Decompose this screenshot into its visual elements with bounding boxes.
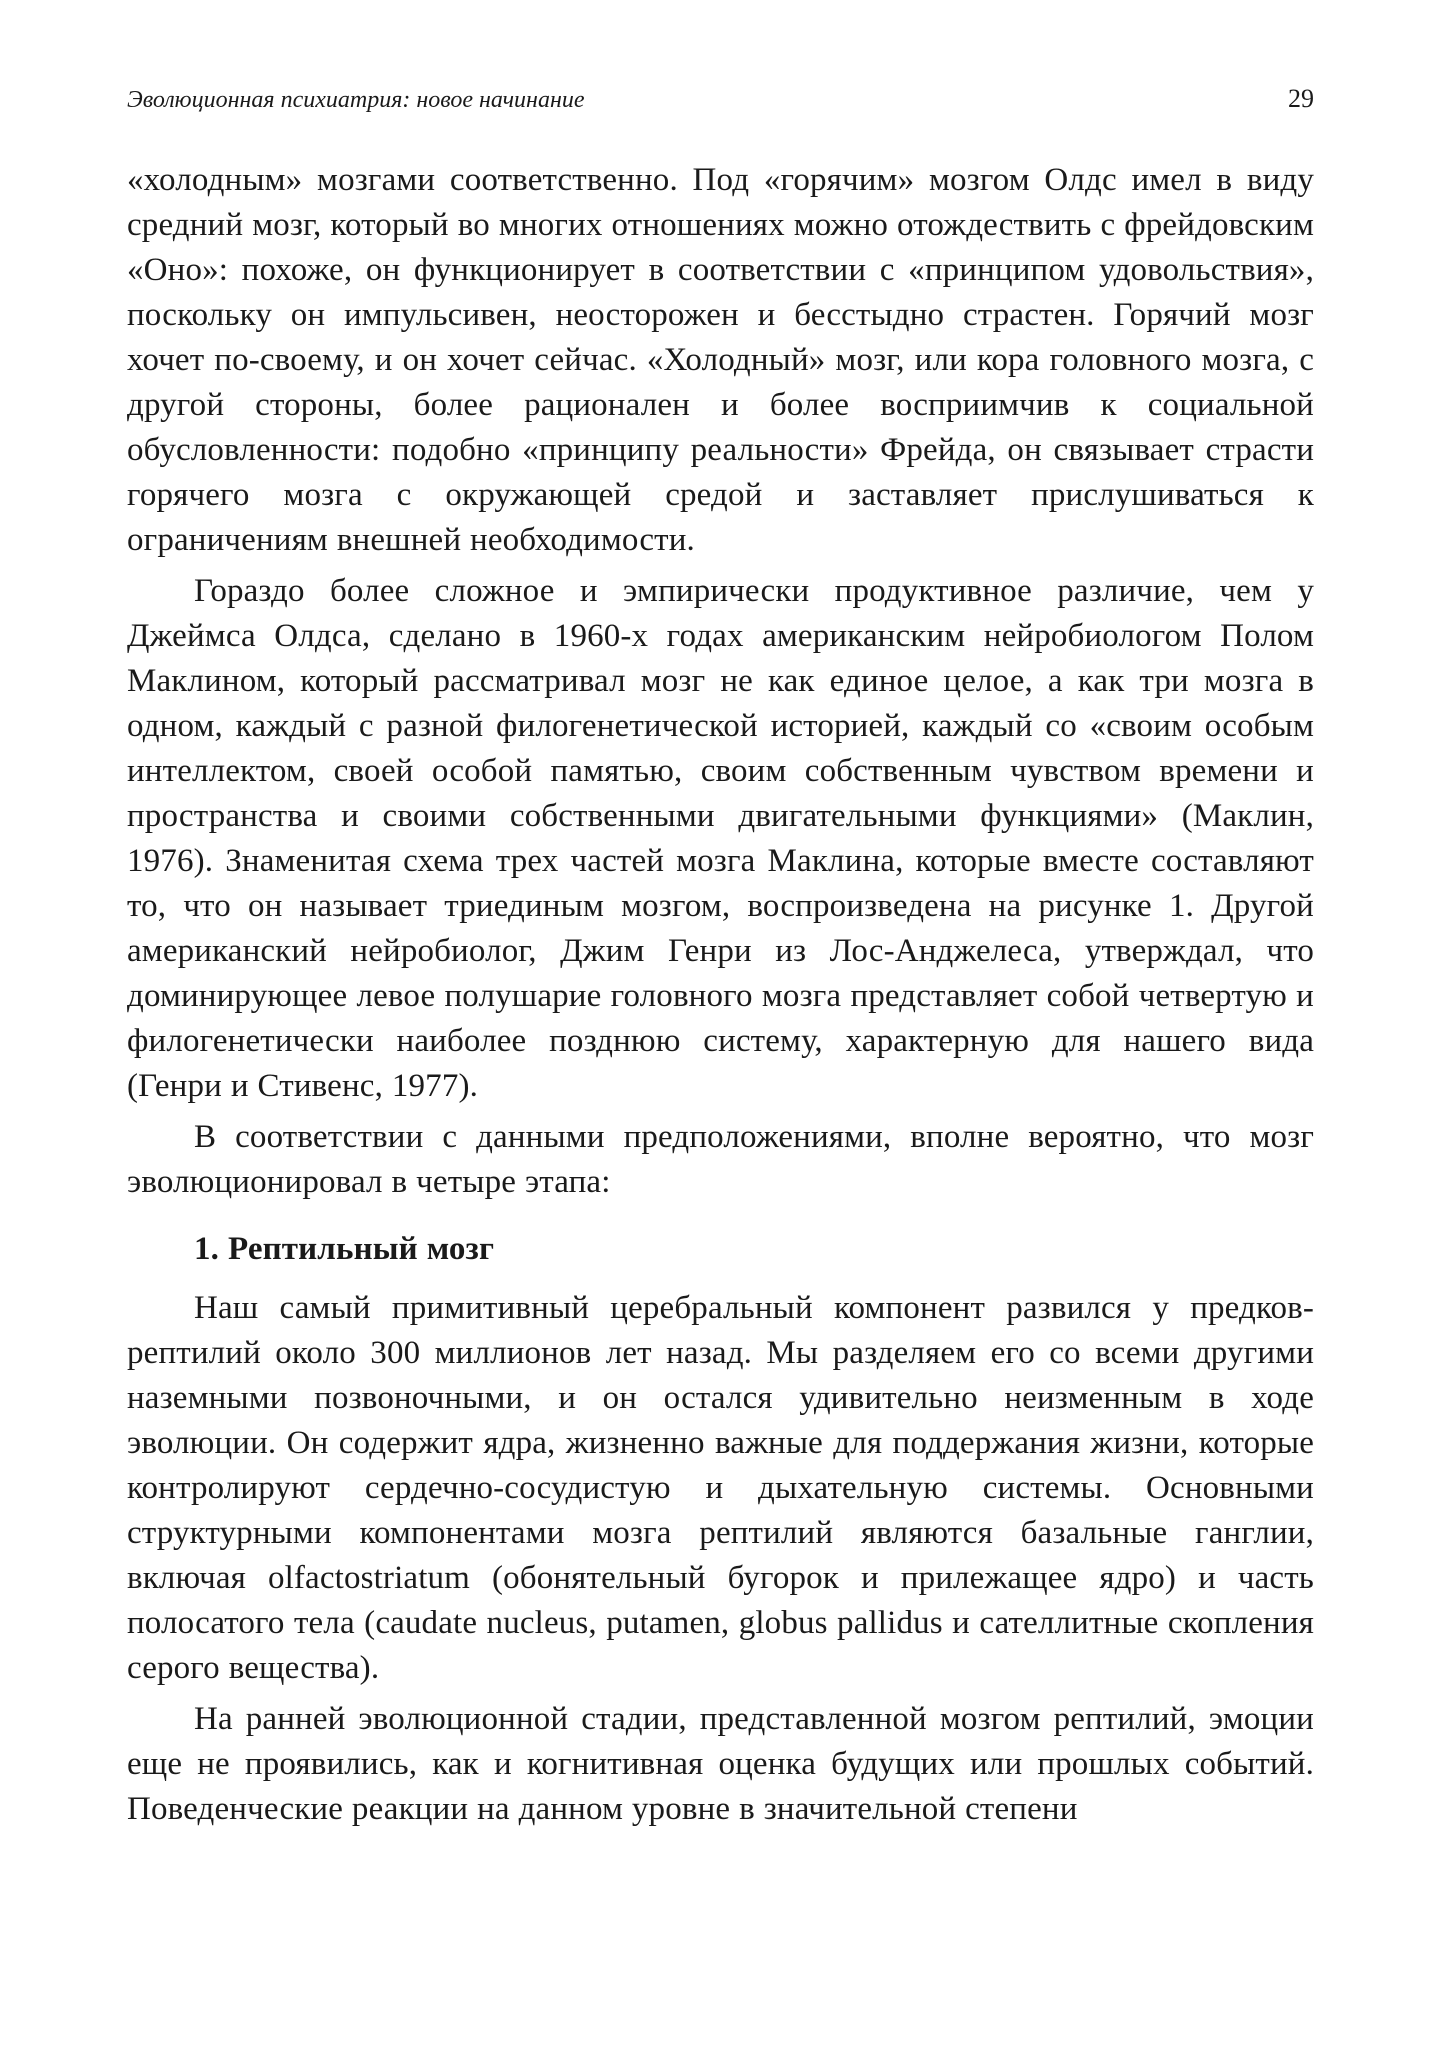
paragraph-reptilian-brain: Наш самый примитивный церебральный компонент развился у предков-рептилий около 300 миллионов лет назад. Мы разделяем его со всеми другими наземными позвоночными, и он остался удивительно неизменным в ходе эволюции. Он содержит ядра, жизненно важные для поддержания жизни, которые контролируют сердечно-сосудистую и дыхательную системы. Основными структурными компонентами мозга рептилий являются базальные ганглии, включая olfactostriatum (обонятельный бугорок и прилежащее ядро) и часть полосатого тела (caudate nucleus, putamen, globus pallidus и сателлитные скопления серого вещества). <box>127 1290 1314 1686</box>
paragraph-four-stages: В соответствии с данными предположениями, вполне вероятно, что мозг эволюционировал в четыре этапа: <box>127 1119 1314 1200</box>
page-number: 29 <box>1288 84 1314 113</box>
running-title: Эволюционная психиатрия: новое начинание <box>127 87 585 113</box>
paragraph-early-stage: На ранней эволюционной стадии, представленной мозгом рептилий, эмоции еще не проявились, как и когнитивная оценка будущих или прошлых событий. Поведенческие реакции на данном уровне в значительной степени <box>127 1701 1314 1827</box>
paragraph-continuation: «холодным» мозгами соответственно. Под «горячим» мозгом Олдс имел в виду средний мозг, который во многих отношениях можно отождествить с фрейдовским «Оно»: похоже, он функционирует в соответствии с «принципом удовольствия», поскольку он импульсивен, неосторожен и бесстыдно страстен. Горячий мозг хочет по-своему, и он хочет сейчас. «Холодный» мозг, или кора головного мозга, с другой стороны, более рационален и более восприимчив к социальной обусловленности: подобно «принципу реальности» Фрейда, он связывает страсти горячего мозга с окружающей средой и заставляет прислушиваться к ограничениям внешней необходимости. <box>127 162 1314 558</box>
paragraph-maclean: Гораздо более сложное и эмпирически продуктивное различие, чем у Джеймса Олдса, сделано в 1960-х годах американским нейробиологом Полом Маклином, который рассматривал мозг не как единое целое, а как три мозга в одном, каждый с разной филогенетической историей, каждый со «своим особым интеллектом, своей особой памятью, своим собственным чувством времени и пространства и своими собственными двигательными функциями» (Маклин, 1976). Знаменитая схема трех частей мозга Маклина, которые вместе составляют то, что он называет триединым мозгом, воспроизведена на рисунке 1. Другой американский нейробиолог, Джим Генри из Лос-Анджелеса, утверждал, что доминирующее левое полушарие головного мозга представляет собой четвертую и филогенетически наиболее позднюю систему, характерную для нашего вида (Генри и Стивенс, 1977). <box>127 573 1314 1104</box>
running-head <box>127 84 1314 114</box>
body-text <box>127 158 1314 1838</box>
section-heading-reptilian-brain: 1. Рептильный мозг <box>194 1231 495 1267</box>
